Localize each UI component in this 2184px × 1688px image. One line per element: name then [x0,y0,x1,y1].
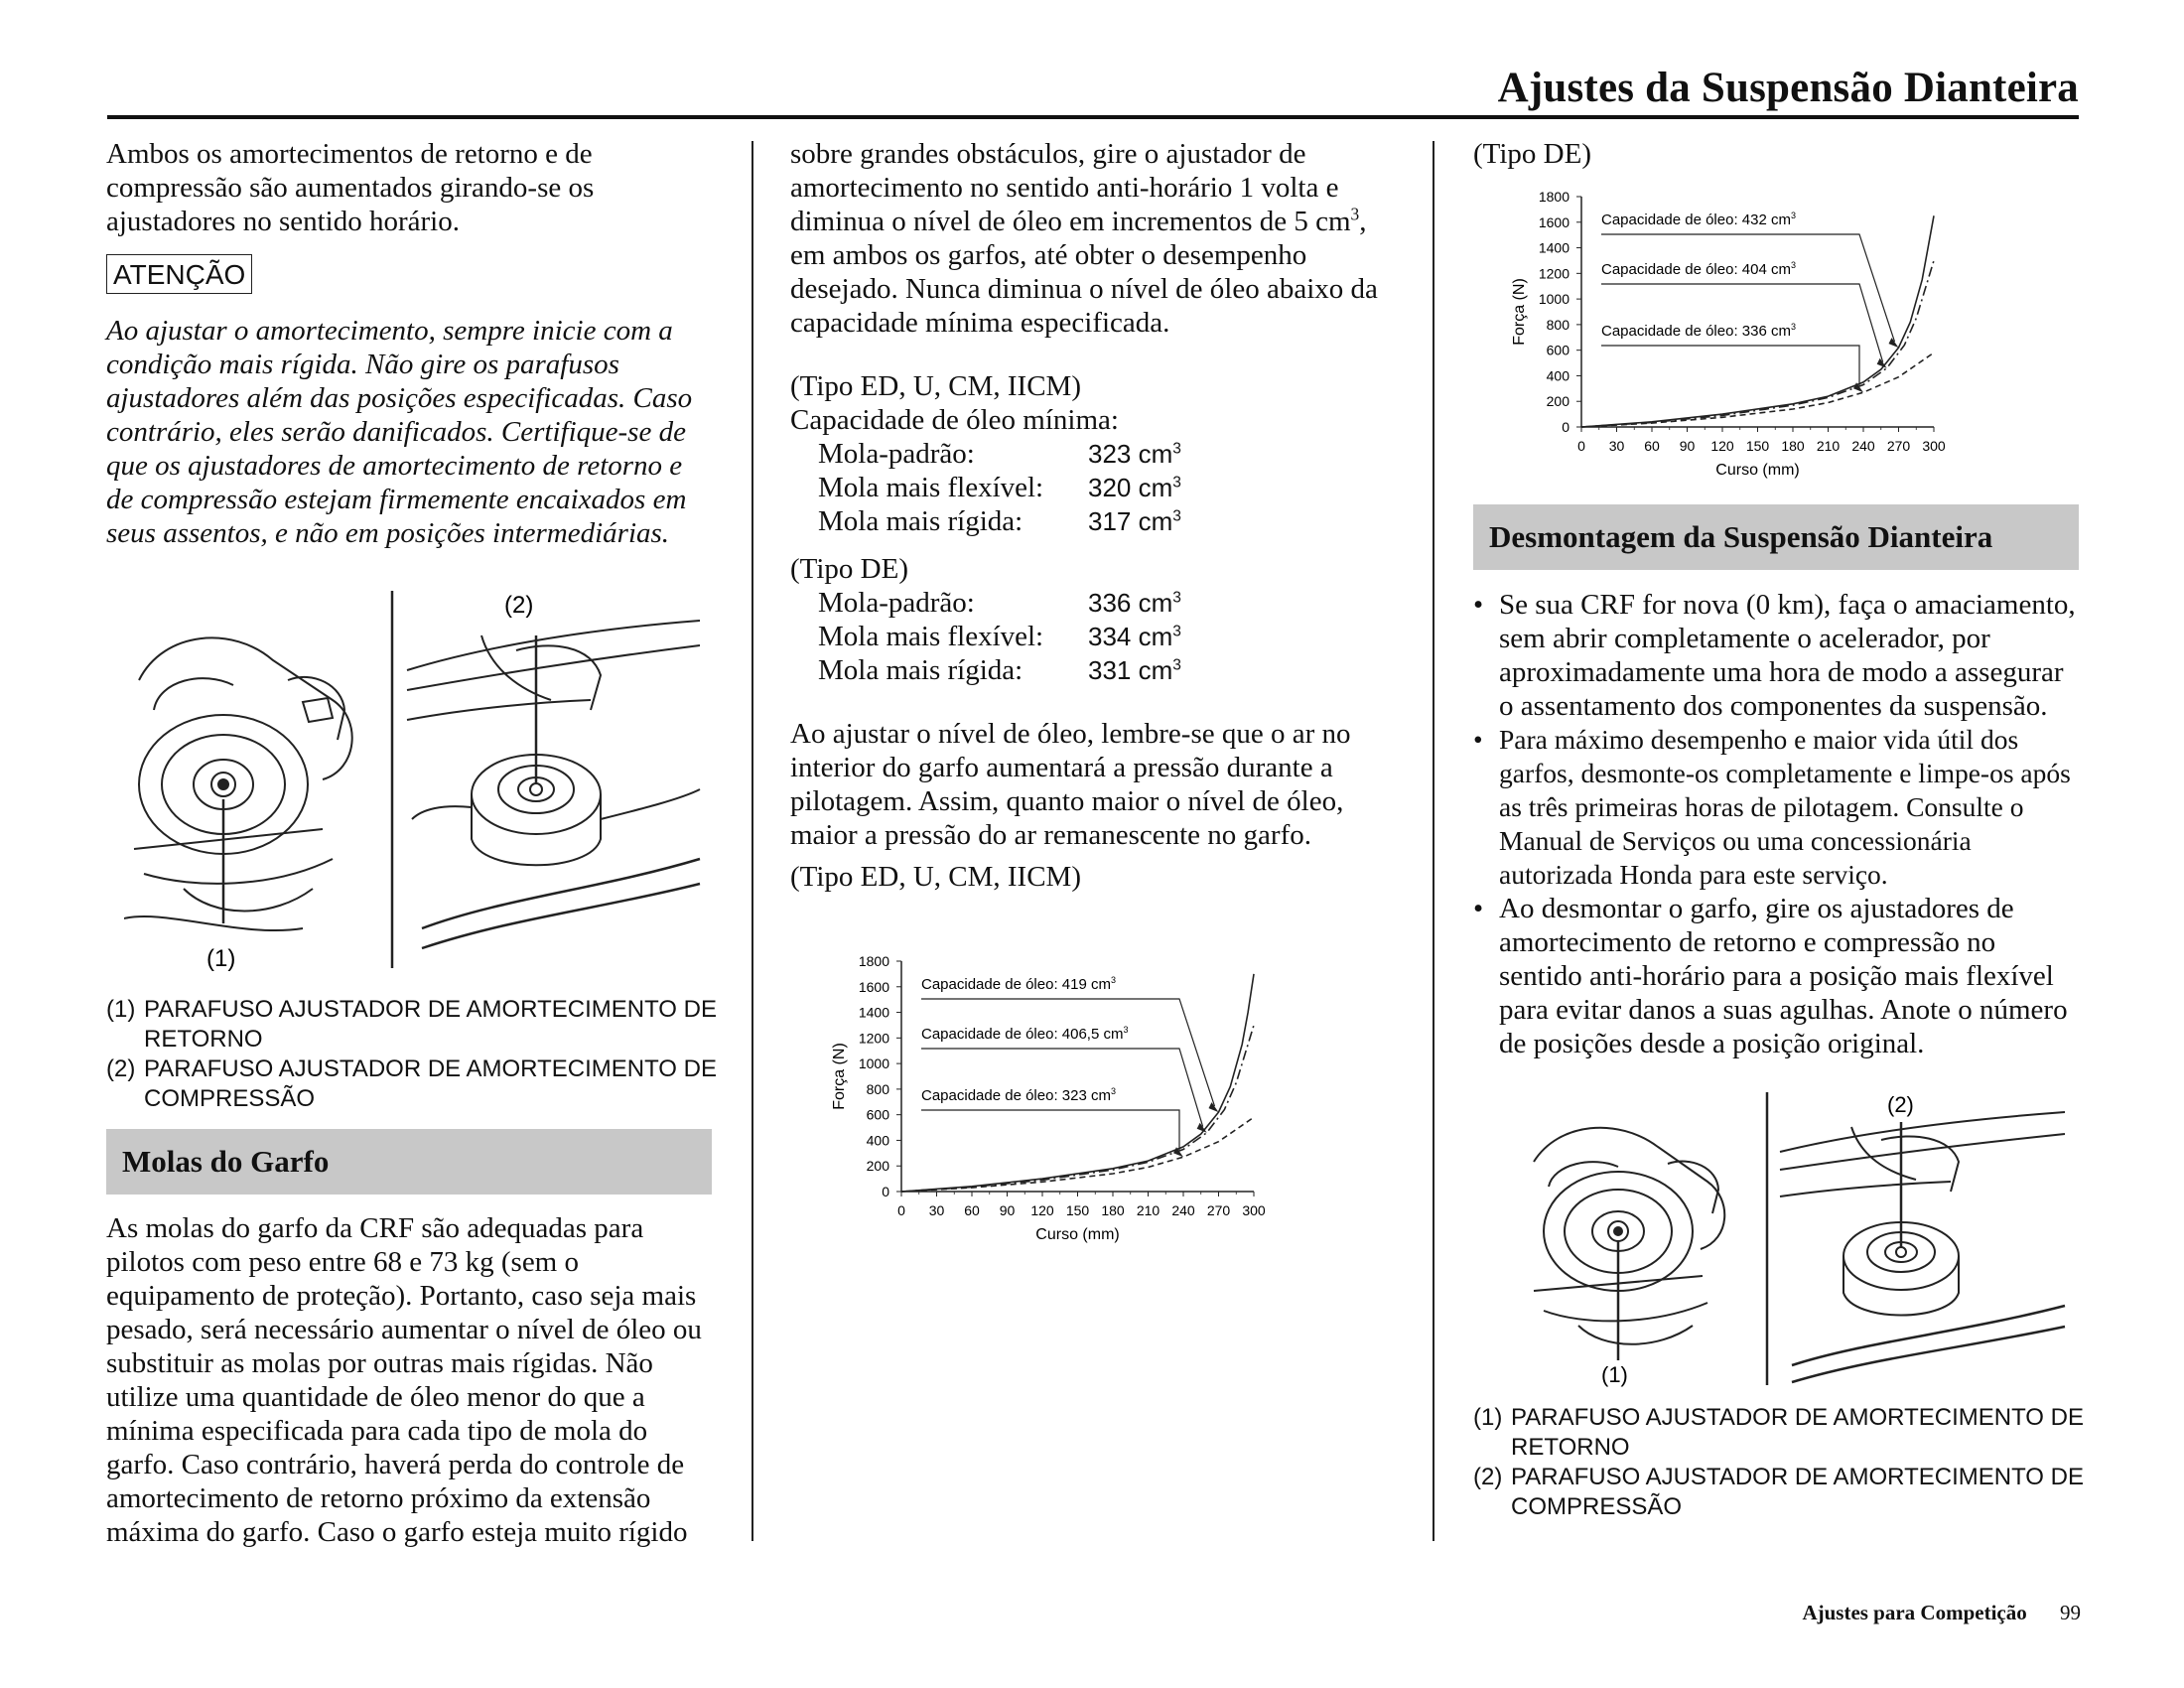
column-divider-2 [1433,141,1434,1541]
series-leader [921,1110,1179,1151]
caption-text: PARAFUSO AJUSTADOR DE AMORTECIMENTO DE RETORNO [144,996,717,1053]
bullet-text: Se sua CRF for nova (0 km), faça o amaciamento, sem abrir completamente o acelerador, por aproximadamente uma hora de modo a assegurar o assentamento dos componentes da suspensão. [1499,589,2076,722]
y-tick-label: 600 [1546,342,1570,358]
callout-2: (2) [504,592,534,619]
y-tick-label: 400 [1546,367,1570,384]
page-number: 99 [2060,1601,2081,1624]
chart-2 [1504,179,1980,496]
x-tick-label: 210 [1136,1202,1160,1218]
y-tick-label: 1800 [1538,189,1570,205]
spec-value: 323 $cm^3$ [1088,439,1181,469]
x-axis-label: Curso (mm) [1035,1226,1120,1243]
spec-row [790,471,1406,504]
spec-label: Mola-padrão: [818,438,975,470]
series-leader [1601,346,1859,386]
attention-label: ATENÇÃO [106,254,252,294]
y-tick-label: 1400 [1538,239,1570,256]
spec-label: Mola-padrão: [818,587,975,619]
y-axis-label: Força (N) [1511,278,1528,346]
y-tick-label: 0 [1562,419,1570,435]
spec-value: 320 $cm^3$ [1088,473,1181,502]
bullet-item [1473,892,2079,1060]
y-tick-label: 1800 [858,953,889,969]
x-tick-label: 150 [1745,438,1770,454]
oil-level-text-2: , em ambos os garfos, até obter o desempenho desejado. Nunca diminua o nível de óleo abaixo da capacidade mínima especificada. [790,206,1378,339]
type-ed-label: (Tipo ED, U, CM, IICM) [790,370,1081,402]
callout-1: (1) [206,945,236,972]
x-tick-label: 150 [1065,1202,1090,1218]
column-2 [790,137,1406,894]
x-tick-label: 180 [1781,438,1805,454]
y-tick-label: 1000 [1538,291,1570,308]
caption-row [1473,1463,2089,1522]
x-tick-label: 0 [1577,438,1585,454]
force-stroke-chart-de [1504,179,1980,496]
series-label-sup: 3 [1790,322,1796,332]
intro-paragraph: Ambos os amortecimentos de retorno e de compressão são aumentados girando-se os ajustadores no sentido horário. [106,138,595,237]
figure-2-captions [1473,1403,2089,1522]
spec-value: 317 $cm^3$ [1088,506,1181,536]
warning-paragraph: Ao ajustar o amortecimento, sempre inicie com a condição mais rígida. Não gire os parafusos ajustadores além das posições especificadas. Caso contrário, eles serão danificados. Certifique-se de que os ajustadores de amortecimento de retorno e de compressão estejam firmemente encaixados em seus assentos, e não em posições intermediárias. [106,315,693,549]
caption-text: PARAFUSO AJUSTADOR DE AMORTECIMENTO DE COMPRESSÃO [1511,1464,2084,1520]
adjuster-figure-2 [1524,1092,2070,1390]
unit-superscript: 3 [1350,204,1360,224]
series-line [1581,215,1934,427]
force-stroke-chart-ed [824,943,1300,1261]
y-tick-label: 1600 [858,978,889,995]
y-tick-label: 400 [866,1132,889,1149]
caption-number: (2) [106,1055,136,1082]
adjuster-illustration [124,591,710,973]
caption-row [106,1055,722,1114]
type-de-label: (Tipo DE) [790,553,908,585]
y-tick-label: 1000 [858,1055,889,1072]
spec-label: Mola mais rígida: [818,505,1024,537]
x-tick-label: 210 [1816,438,1841,454]
x-tick-label: 270 [1206,1202,1231,1218]
y-tick-label: 200 [866,1158,889,1175]
spec-label: Mola mais flexível: [818,472,1044,503]
x-tick-label: 270 [1886,438,1911,454]
disassembly-bullets [1473,588,2079,1060]
series-line [901,1025,1254,1192]
x-tick-label: 0 [897,1202,905,1218]
fork-springs-paragraph: As molas do garfo da CRF são adequadas para pilotos com peso entre 68 e 73 kg (sem o equipamento de proteção). Portanto, caso seja mais pesado, será necessário aumentar o nível de óleo ou substituir as molas por outras mais rígidas. Não utilize uma quantidade de óleo menor do que a mínima especificada para cada tipo de mola do garfo. Caso contrário, haverá perda do controle de amortecimento de retorno próximo da extensão máxima do garfo. Caso o garfo esteja muito rígido [106,1212,702,1548]
spec-row [790,620,1406,653]
x-tick-label: 300 [1242,1202,1266,1218]
caption-number: (1) [1473,1404,1503,1431]
title-rule [107,115,2079,119]
caption-number: (1) [106,996,136,1023]
x-tick-label: 90 [1679,438,1696,454]
page-footer [1802,1601,2081,1625]
footer-section: Ajustes para Competição [1802,1601,2027,1624]
min-capacity-label: Capacidade de óleo mínima: [790,404,1119,436]
spec-label: Mola mais rígida: [818,654,1024,686]
series-line [1581,260,1934,427]
x-tick-label: 300 [1922,438,1946,454]
chart-2-type-label: (Tipo DE) [1473,138,1591,170]
spec-value: 336 $cm^3$ [1088,588,1181,618]
bullet-text: Ao desmontar o garfo, gire os ajustadores de amortecimento de retorno e compressão no sentido anti-horário para a posição mais flexível para evitar danos a suas agulhas. Anote o número de posições desde a posição original. [1499,893,2068,1059]
spec-value: 331 $cm^3$ [1088,655,1181,685]
x-tick-label: 60 [1644,438,1660,454]
caption-row [1473,1403,2089,1463]
bullet-dot: • [1473,893,1484,924]
x-tick-label: 180 [1101,1202,1125,1218]
bullet-item [1473,723,2079,892]
adjuster-illustration [1524,1092,2070,1390]
y-tick-label: 800 [1546,316,1570,333]
figure-1-captions [106,995,722,1114]
y-tick-label: 800 [866,1080,889,1097]
oil-level-text-1: sobre grandes obstáculos, gire o ajustador de amortecimento no sentido anti-horário 1 volta e diminua o nível de óleo em incrementos de 5 cm [790,138,1351,237]
section-heading-disassembly: Desmontagem da Suspensão Dianteira [1473,504,2079,570]
spec-row [790,653,1406,687]
x-axis-label: Curso (mm) [1715,462,1800,479]
air-pressure-paragraph: Ao ajustar o nível de óleo, lembre-se que o ar no interior do garfo aumentará a pressão durante a pilotagem. Assim, quanto maior o nível de óleo, maior a pressão do ar remanescente no garfo. [790,718,1351,851]
y-tick-label: 1400 [858,1004,889,1021]
x-tick-label: 240 [1851,438,1875,454]
y-tick-label: 600 [866,1106,889,1123]
y-tick-label: 1200 [1538,265,1570,282]
callout-1: (1) [1601,1362,1628,1387]
spec-row [790,437,1406,471]
x-tick-label: 30 [1608,438,1625,454]
y-axis-label: Força (N) [831,1043,848,1110]
series-label: Capacidade de óleo: 404 $cm^3$ [1601,260,1796,278]
caption-number: (2) [1473,1464,1503,1490]
series-label: Capacidade de óleo: 432 $cm^3$ [1601,211,1796,228]
caption-text: PARAFUSO AJUSTADOR DE AMORTECIMENTO DE COMPRESSÃO [144,1055,717,1112]
y-tick-label: 1600 [1538,213,1570,230]
page-title: Ajustes da Suspensão Dianteira [1497,65,2079,111]
series-label-sup: 3 [1790,260,1796,270]
series-line [901,974,1254,1192]
bullet-text: Para máximo desempenho e maior vida útil dos garfos, desmonte-os completamente e limpe-os após as três primeiras horas de pilotagem. Consulte o Manual de Serviços ou uma concessionária autorizada Honda para este serviço. [1499,724,2071,890]
x-tick-label: 30 [928,1202,945,1218]
spec-value: 334 $cm^3$ [1088,622,1181,651]
oil-level-paragraph [790,137,1406,340]
y-tick-label: 0 [882,1184,889,1199]
spec-row [790,504,1406,538]
series-label: Capacidade de óleo: 323 $cm^3$ [921,1086,1116,1104]
x-tick-label: 90 [999,1202,1016,1218]
series-label-sup: 3 [1110,1086,1116,1096]
y-tick-label: 200 [1546,393,1570,410]
spec-row [790,586,1406,620]
callout-2: (2) [1887,1092,1914,1117]
column-3 [1473,137,2079,171]
caption-text: PARAFUSO AJUSTADOR DE AMORTECIMENTO DE RETORNO [1511,1404,2084,1461]
spec-label: Mola mais flexível: [818,621,1044,652]
series-label: Capacidade de óleo: 336 $cm^3$ [1601,322,1796,340]
column-1 [106,137,712,550]
series-label: Capacidade de óleo: 419 $cm^3$ [921,975,1116,993]
chart-1-type-label: (Tipo ED, U, CM, IICM) [790,861,1081,893]
series-label-sup: 3 [1110,975,1116,985]
x-tick-label: 120 [1030,1202,1054,1218]
x-tick-label: 240 [1171,1202,1195,1218]
section-heading-fork-springs: Molas do Garfo [106,1129,712,1195]
series-label-sup: 3 [1123,1025,1129,1035]
caption-row [106,995,722,1055]
chart-1 [824,943,1300,1261]
adjuster-figure-1 [124,591,710,973]
bullet-dot: • [1473,589,1484,621]
bullet-dot: • [1473,724,1483,755]
series-label: Capacidade de óleo: 406,5 $cm^3$ [921,1025,1129,1043]
bullet-item [1473,588,2079,723]
x-tick-label: 120 [1710,438,1734,454]
series-label-sup: 3 [1790,211,1796,220]
y-tick-label: 1200 [858,1030,889,1047]
column-divider-1 [751,141,753,1541]
x-tick-label: 60 [964,1202,980,1218]
